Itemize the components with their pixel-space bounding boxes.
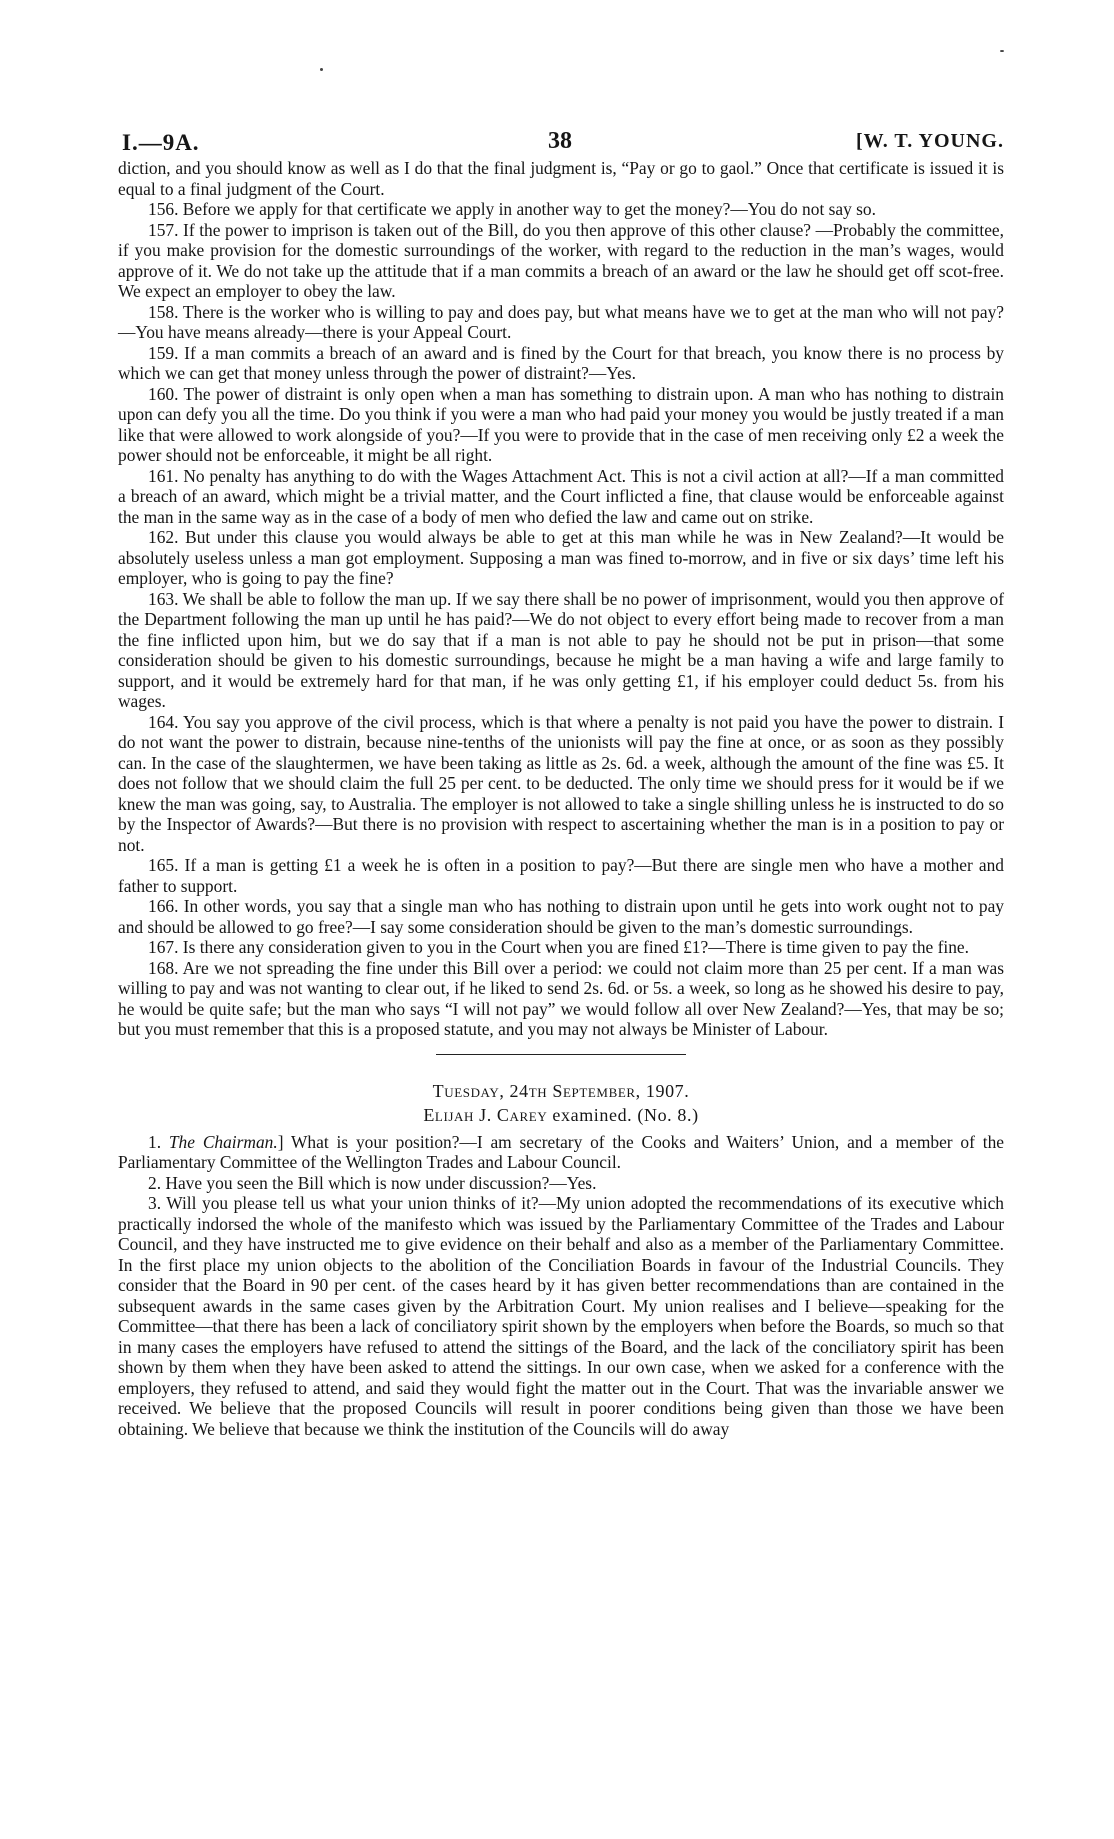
evidence-paragraph: 158. There is the worker who is willing to pay and does pay, but what means have we to get at the man who will not pay?—You have means already—there is your Appeal Court. [118,301,1004,342]
section-divider [436,1054,686,1055]
evidence-paragraphs-after [118,1132,1004,1440]
question-number: 1. [148,1131,169,1152]
paragraph-text: ] What is your position?—I am secretary of the Cooks and Waiters’ Union, and a member of the Parliamentary Committee of the Wellington Trades and Labour Council. [118,1131,1004,1172]
evidence-paragraph [118,1132,1004,1173]
evidence-paragraph: 165. If a man is getting £1 a week he is often in a position to pay?—But there are single men who have a mother and father to support. [118,855,1004,896]
evidence-paragraph: 167. Is there any consideration given to you in the Court when you are fined £1?—There is time given to pay the fine. [148,937,970,957]
stray-mark [320,68,323,71]
evidence-paragraph: 3. Will you please tell us what your union thinks of it?—My union adopted the recommendations of its executive which practically indorsed the whole of the manifesto which was issued by the Parliamentary Committee of the Trades and Labour Council, and they have instructed me to give evidence on their behalf and also as a member of the Parliamentary Committee. In the first place my union objects to the abolition of the Conciliation Boards in favour of the Industrial Councils. They consider that the Board in 90 per cent. of the cases heard by it has given better recommendations than are contained in the subsequent awards in the same cases given by the Arbitration Court. My union realises and I believe—speaking for the Committee—that there has been a lack of conciliatory spirit shown by the employers when before the Boards, so much so that in many cases the employers have refused to attend the sittings of the Board, and the lack of the conciliatory spirit has been shown by them when they have been asked to attend the sittings. In our own case, when we asked for a conference with the employers, they refused to attend, and said they would fight the matter out in the Court. That was the invariable answer we received. We believe that the proposed Councils will result in poorer conditions being given than those we have been obtaining. We believe that because we think the institution of the Councils will do away [118,1193,1004,1439]
page-number: 38 [548,128,572,154]
evidence-text [118,158,1004,1439]
paper-reference: I.—9A. [122,130,200,155]
evidence-paragraph: diction, and you should know as well as I do that the final judgment is, “Pay or go to gaol.” Once that certificate is issued it is equal to a final judgment of the Court. [118,158,1004,199]
evidence-paragraph: 163. We shall be able to follow the man up. If we say there shall be no power of imprisonment, would you then approve of the Department following the man up until he has paid?—We do not object to every effort being made to recover from a man the fine inflicted upon him, but we do say that if a man is not able to pay he should not be put in prison—that some consideration should be given to his domestic surroundings, because he might be a man having a wife and large family to support, and it would be extremely hard for that man, if he was only getting £1, if his employer could deduct 5s. from his wages. [118,588,1004,711]
evidence-paragraph: 156. Before we apply for that certificate we apply in another way to get the money?—You do not say so. [148,199,876,219]
speaker-name: The Chairman. [168,1131,278,1152]
evidence-paragraph: 162. But under this clause you would always be able to get at this man while he was in New Zealand?—It would be absolutely useless unless a man got employment. Supposing a man was fined to-morrow, and in five or six days’ time left his employer, who is going to pay the fine? [118,527,1004,588]
witness-heading-rest: examined. (No. 8.) [547,1105,699,1125]
page-header [118,118,1004,158]
evidence-paragraph: 164. You say you approve of the civil process, which is that where a penalty is not paid you have the power to distrain. I do not want the power to distrain, because nine-tenths of the unionists will pay the fine at once, or as soon as they possibly can. In the case of the slaughtermen, we have been taking as little as 2s. 6d. a week, although the amount of the fine was £5. It does not follow that we should claim the full 25 per cent. to be deducted. The only time we should press for it would be if we knew the man was going, say, to Australia. The employer is not allowed to take a single shilling unless he is instructed to do so by the Inspector of Awards?—But there is no provision with respect to ascertaining whether the man is in a position to pay or not. [118,711,1004,855]
evidence-paragraphs-before [118,158,1004,1040]
evidence-paragraph: 161. No penalty has anything to do with the Wages Attachment Act. This is not a civil action at all?—If a man committed a breach of an award, which might be a trivial matter, and the Court inflicted a fine, that clause would be enforceable against the man in the same way as in the case of a body of men who defied the law and came out on strike. [118,465,1004,527]
evidence-paragraph: 160. The power of distraint is only open when a man has something to distrain upon. A man who has nothing to distrain upon can defy you all the time. Do you think if you were a man who had paid your money you would be justly treated if a man like that were allowed to work alongside of you?—If you were to provide that in the case of men receiving only £2 a week the power should not be enforceable, it might be all right. [118,383,1004,465]
witness-running-head: [W. T. YOUNG. [855,130,1004,152]
document-page [118,118,1004,1439]
session-date: Tuesday, 24th September, 1907. [432,1080,690,1101]
evidence-paragraph: 168. Are we not spreading the fine under this Bill over a period: we could not claim more than 25 per cent. If a man was willing to pay and was not wanting to clear out, if he liked to send 2s. 6d. or 5s. a week, so long as he showed his desire to pay, he would be quite safe; but the man who says “I will not pay” we would follow all over New Zealand?—Yes, that may be so; but you must remember that this is a proposed statute, and you may not always be Minister of Labour. [118,957,1004,1039]
evidence-paragraph: 166. In other words, you say that a single man who has nothing to distrain upon until he gets into work ought not to pay and should be allowed to go free?—I say some consideration should be given to the man’s domestic surroundings. [118,896,1004,937]
stray-mark [1000,50,1004,52]
evidence-paragraph: 157. If the power to imprison is taken out of the Bill, do you then approve of this other clause? —Probably the committee, if you make provision for the domestic surroundings of the worker, with regard to the reduction in the man’s wages, would approve of it. We do not take up the attitude that if a man commits a breach of an award or the law he should get off scot-free. We expect an employer to obey the law. [118,219,1004,301]
witness-name: Elijah J. Carey [423,1105,548,1125]
evidence-paragraph: 2. Have you seen the Bill which is now under discussion?—Yes. [148,1172,597,1193]
evidence-paragraph: 159. If a man commits a breach of an award and is fined by the Court for that breach, you know there is no process by which we can get that money unless through the power of distraint?—Yes. [118,342,1004,383]
witness-heading [118,1105,1004,1126]
